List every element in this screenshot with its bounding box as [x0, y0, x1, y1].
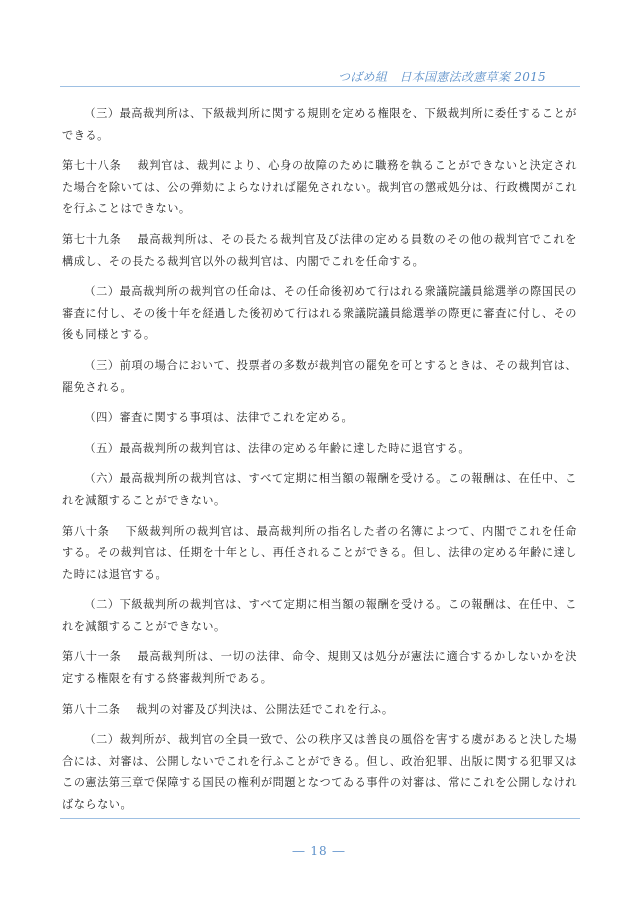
- paragraph-13: （二）裁判所が、裁判官の全員一致で、公の秩序又は善良の風俗を害する虞があると決した場合には、対審は、公開しないでこれを行ふことができる。但し、政治犯罪、出版に関する犯罪又はこの憲法第三章で保障する国民の権利が問題となつてゐる事件の対審は、常にこれを公開しなければならない。: [62, 733, 577, 812]
- document-header-title: つばめ組 日本国憲法改憲草案 2015: [337, 70, 546, 84]
- paragraph-10: （二）下級裁判所の裁判官は、すべて定期に相当額の報酬を受ける。この報酬は、在任中、これを減額することができない。: [62, 598, 577, 633]
- footer-divider: [60, 818, 580, 819]
- document-body: [62, 103, 577, 825]
- paragraph-5: （三）前項の場合において、投票者の多数が裁判官の罷免を可とするときは、その裁判官は、罷免される。: [62, 358, 577, 394]
- paragraph-8: （六）最高裁判所の裁判官は、すべて定期に相当額の報酬を受ける。この報酬は、在任中、これを減額することができない。: [62, 472, 577, 507]
- paragraph-12: 第八十二条 裁判の対審及び判決は、公開法廷でこれを行ふ。: [62, 702, 394, 716]
- paragraph-4: （二）最高裁判所の裁判官の任命は、その任命後初めて行はれる衆議院議員総選挙の際国民の審査に付し、その後十年を経過した後初めて行はれる衆議院議員総選挙の際更に審査に付し、その後も同様とする。: [62, 285, 577, 342]
- paragraph-3: 第七十九条 最高裁判所は、その長たる裁判官及び法律の定める員数のその他の裁判官でこれを構成し、その長たる裁判官以外の裁判官は、内閣でこれを任命する。: [62, 232, 577, 268]
- paragraph-9: 第八十条 下級裁判所の裁判官は、最高裁判所の指名した者の名簿によつて、内閣でこれを任命する。その裁判官は、任期を十年とし、再任されることができる。但し、法律の定める年齢に達した時には退官する。: [62, 524, 577, 581]
- paragraph-2: 第七十八条 裁判官は、裁判により、心身の故障のために職務を執ることができないと決定された場合を除いては、公の弾劾によらなければ罷免されない。裁判官の懲戒処分は、行政機関がこれを行ふことはできない。: [62, 159, 577, 216]
- header-divider: [60, 86, 580, 87]
- paragraph-1: （三）最高裁判所は、下級裁判所に関する規則を定める権限を、下級裁判所に委任することができる。: [62, 107, 577, 142]
- paragraph-7: （五）最高裁判所の裁判官は、法律の定める年齢に達した時に退官する。: [84, 441, 471, 455]
- paragraph-11: 第八十一条 最高裁判所は、一切の法律、命令、規則又は処分が憲法に適合するかしないかを決定する権限を有する終審裁判所である。: [62, 650, 577, 686]
- paragraph-6: （四）審査に関する事項は、法律でこれを定める。: [84, 411, 354, 425]
- page-number: ― 18 ―: [292, 844, 346, 858]
